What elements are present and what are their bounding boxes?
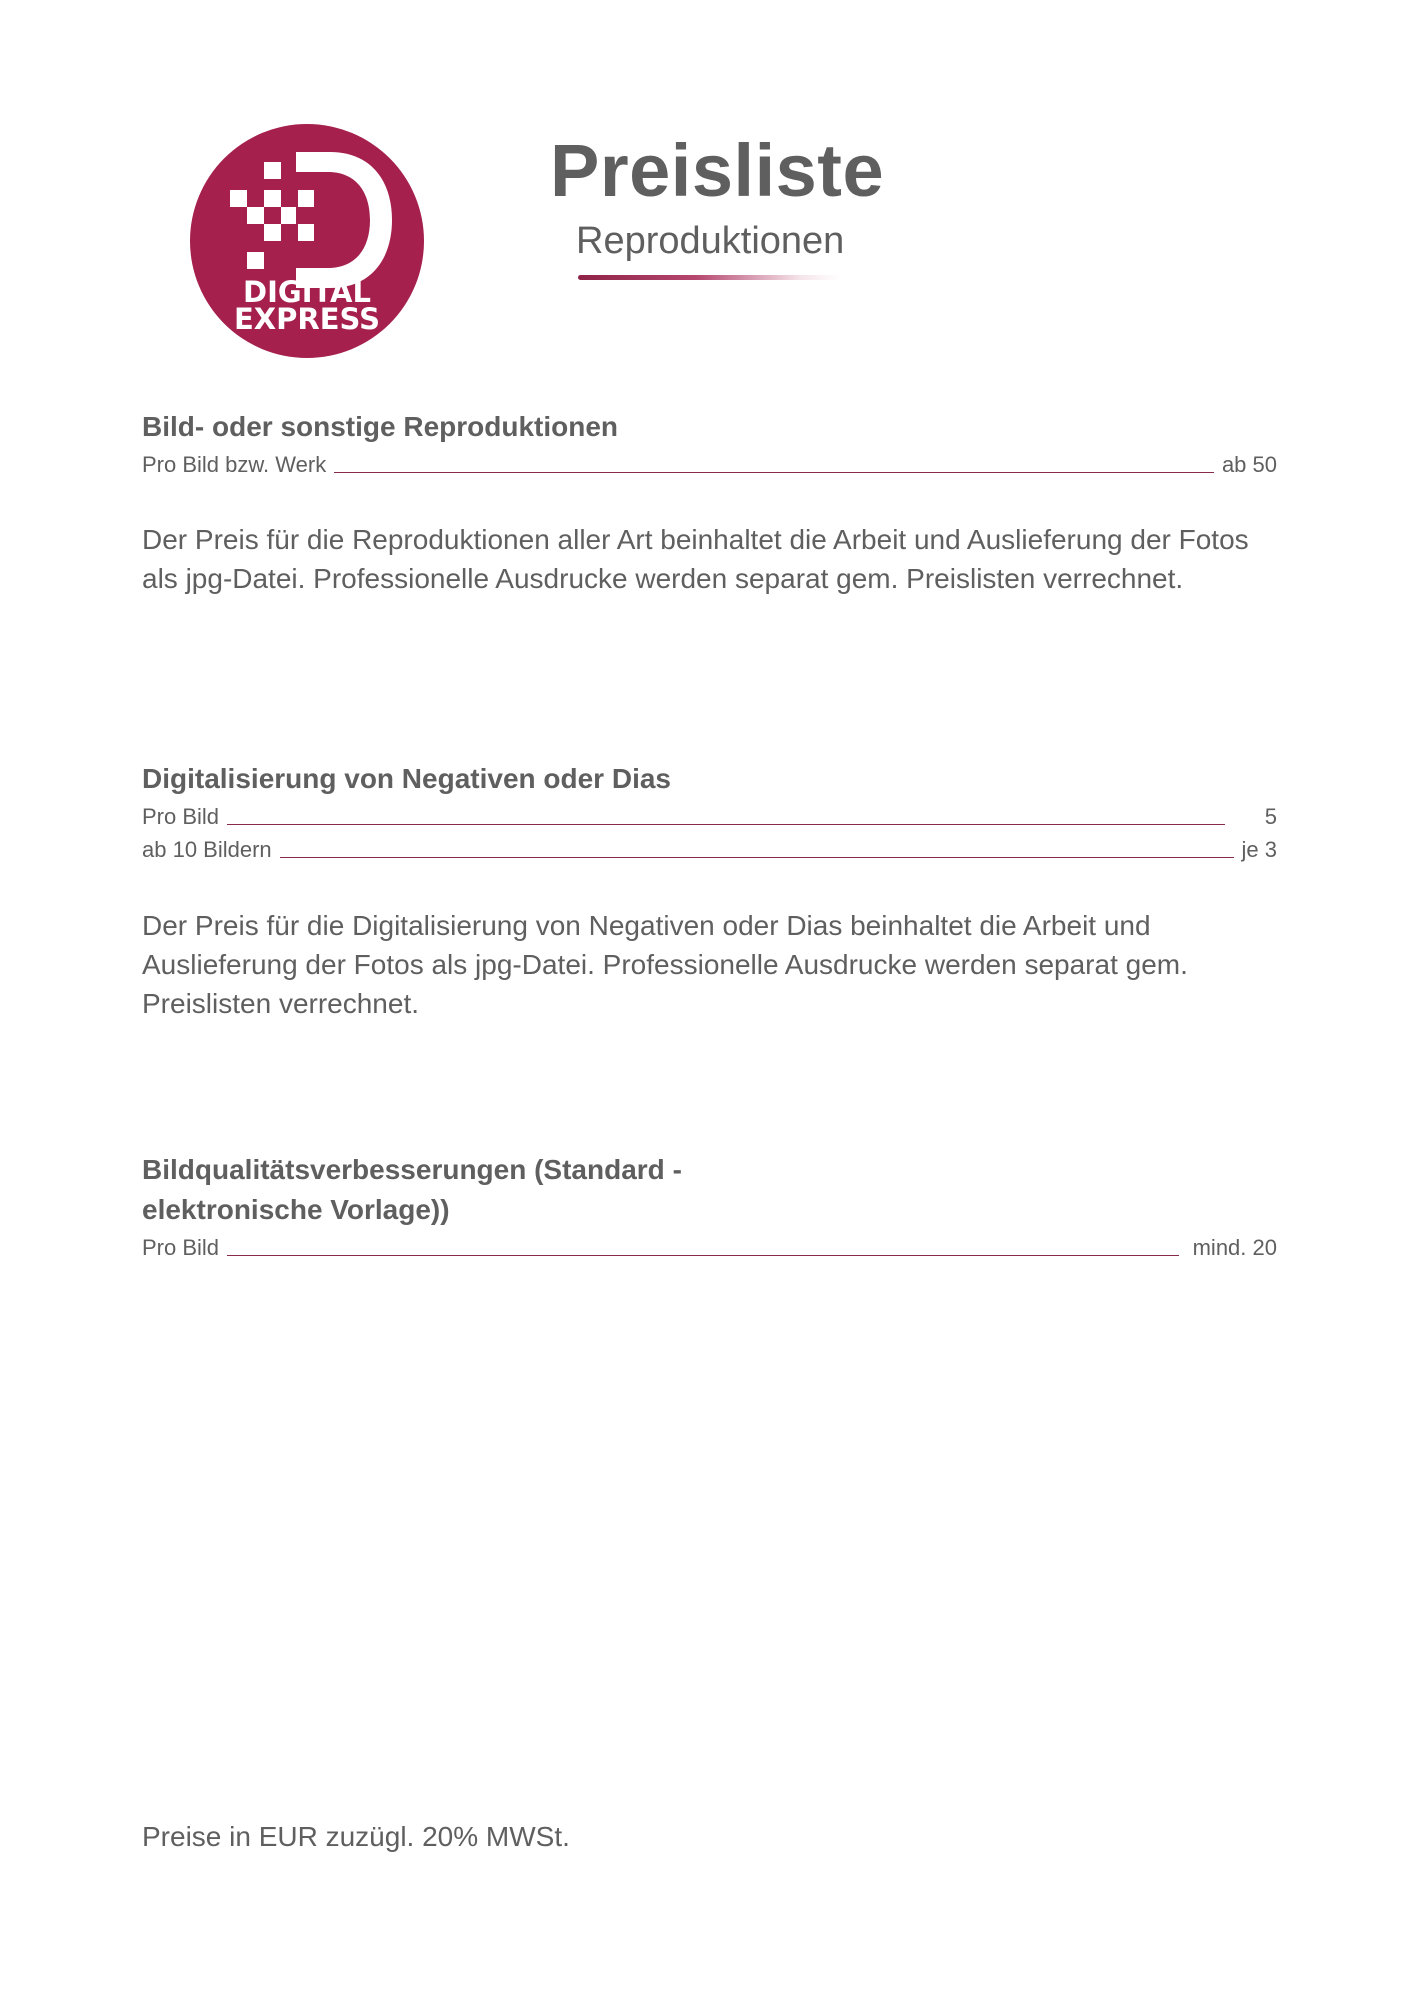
price-label: Pro Bild: [142, 804, 220, 829]
section-description: Der Preis für die Reproduktionen aller Art beinhaltet die Arbeit und Auslieferung der Fotos als jpg-Datei. Professionelle Ausdrucke werden separat gem. Preislisten verrechnet.: [142, 524, 1249, 594]
logo-text-line1: DIGITAL: [243, 275, 371, 309]
page-title: Preisliste: [550, 129, 885, 212]
logo-text-line2: EXPRESS: [233, 302, 381, 336]
logo-badge-icon: [190, 124, 424, 358]
vat-note: Preise in EUR zuzügl. 20% MWSt.: [142, 1821, 570, 1852]
price-value: mind. 20: [1192, 1235, 1277, 1260]
section-heading: [142, 1150, 1277, 1230]
price-value: ab 50: [1221, 452, 1277, 477]
price-row: [142, 447, 1277, 480]
leader-line: [280, 857, 1234, 858]
price-row: [142, 1230, 1277, 1263]
page-subtitle: Reproduktionen: [576, 220, 845, 262]
section-heading: Digitalisierung von Negativen oder Dias: [142, 763, 672, 794]
leader-line: [334, 472, 1214, 473]
leader-line: [227, 1255, 1179, 1256]
price-value: je 3: [1241, 837, 1277, 862]
price-row: [142, 832, 1277, 865]
section-heading-line2: elektronische Vorlage)): [142, 1194, 450, 1225]
section-heading: Bild- oder sonstige Reproduktionen: [142, 411, 619, 442]
section-bildqualitaet: [142, 1150, 1277, 1263]
price-row: [142, 799, 1277, 832]
price-label: ab 10 Bildern: [142, 837, 272, 862]
subtitle-underline: [578, 275, 840, 280]
price-value: 5: [1264, 804, 1277, 829]
section-reproduktionen: [142, 407, 1277, 598]
section-digitalisierung: [142, 759, 1277, 1023]
leader-line: [227, 824, 1225, 825]
price-label: Pro Bild: [142, 1235, 220, 1260]
price-label: Pro Bild bzw. Werk: [142, 452, 327, 477]
section-heading-line1: Bildqualitätsverbesserungen (Standard -: [142, 1154, 682, 1185]
section-description: Der Preis für die Digitalisierung von Negativen oder Dias beinhaltet die Arbeit und Auslieferung der Fotos als jpg-Datei. Professionelle Ausdrucke werden separat gem. Preislisten verrechnet.: [142, 910, 1188, 1019]
digital-express-logo: [190, 124, 424, 358]
